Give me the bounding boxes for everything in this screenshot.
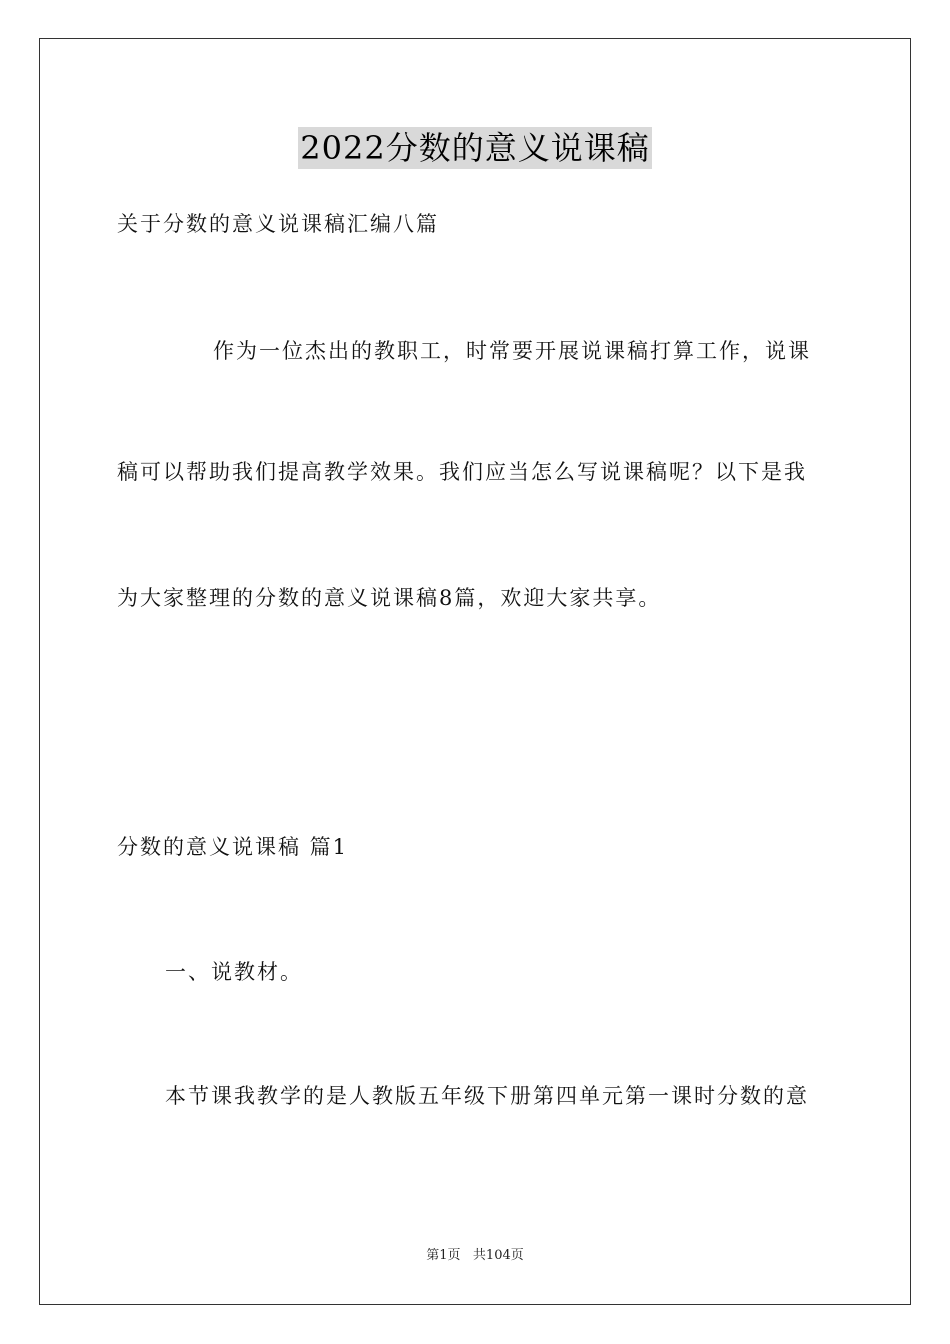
intro-line-3: 为大家整理的分数的意义说课稿8篇，欢迎大家共享。 — [117, 586, 662, 610]
intro-line-1: 作为一位杰出的教职工，时常要开展说课稿打算工作，说课 — [213, 339, 811, 363]
section-heading: 分数的意义说课稿 篇1 — [117, 835, 349, 859]
document-title: 2022分数的意义说课稿 — [300, 129, 650, 167]
document-subtitle: 关于分数的意义说课稿汇编八篇 — [117, 212, 439, 236]
page-number-footer: 第1页 共104页 — [426, 1248, 524, 1263]
intro-line-2: 稿可以帮助我们提高教学效果。我们应当怎么写说课稿呢？以下是我 — [117, 460, 807, 484]
title-container — [0, 127, 950, 169]
body-line: 本节课我教学的是人教版五年级下册第四单元第一课时分数的意 — [165, 1084, 809, 1108]
item-heading: 一、说教材。 — [165, 960, 303, 984]
